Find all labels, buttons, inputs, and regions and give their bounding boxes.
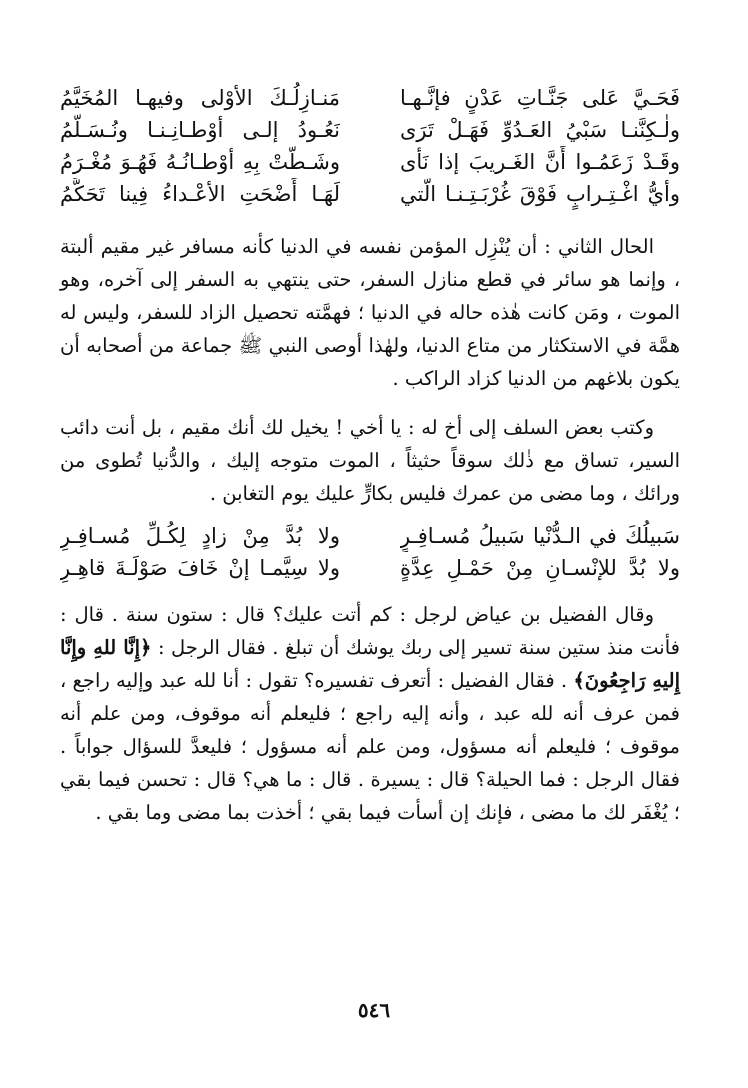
verse-first-hemistich: ولا بُدَّ للإنْسـانِ مِنْ حَمْـلِ عِدَّةٍ (400, 556, 680, 580)
page-body (60, 82, 680, 829)
verse-line (60, 520, 680, 552)
fudayl-text-part-2: . فقال الفضيل : أتعرف تفسيره؟ تقول : أنا لله عبد وإليه راجع ، فمن عرف أنه لله عبد ، وأنه إليه راجع ؛ فليعلم أنه موقوف، ومن علم أنه موقوف ؛ فليعلم أنه مسؤول، ومن علم أنه مسؤول ؛ فليعدَّ للسؤال جواباً . فقال الرجل : فما الحيلة؟ قال : يسيرة . قال : ما هي؟ قال : تحسن فيما بقي ؛ يُغْفَر لك ما مضى ، فإنك إن أسأت فيما بقي ؛ أخذت بما مضى وما بقي . (60, 669, 680, 824)
paragraph-fudayl (60, 598, 680, 829)
verse-second-hemistich: نَعُـودُ إلـى أوْطـانِـنـا ونُـسَـلَّمُ (60, 118, 340, 142)
verse-line (60, 114, 680, 146)
verse-line (60, 178, 680, 210)
poem-middle (60, 520, 680, 584)
verse-first-hemistich: ولٰـكِنَّنـا سَبْيُ العَـدُوِّ فَهَـلْ تَرَى (400, 118, 680, 142)
fudayl-text-part-1: وقال الفضيل بن عياض لرجل : كم أتت عليك؟ قال : ستون سنة . قال : فأنت منذ ستين سنة تسير إلى ربك يوشك أن تبلغ . فقال الرجل : (60, 603, 680, 659)
verse-line (60, 82, 680, 114)
poem-top (60, 82, 680, 210)
verse-second-hemistich: لَهَـا أَضْحَتِ الأعْـداءُ فِينا تَحَكَّمُ (60, 182, 340, 206)
verse-second-hemistich: مَنـازِلُـكَ الأوْلى وفيهـا المُخَيَّمُ (60, 86, 340, 110)
paragraph-second-state: الحال الثاني : أن يُنْزِل المؤمن نفسه في الدنيا كأنه مسافر غير مقيم ألبتة ، وإنما هو سائر في قطع منازل السفر، حتى ينتهي به السفر إلى آخره، وهو الموت ، ومَن كانت هٰذه حاله في الدنيا ؛ فهمَّته تحصيل الزاد للسفر، وليس له همَّة في الاستكثار من متاع الدنيا، ولهٰذا أوصى النبي ﷺ جماعة من أصحابه أن يكون بلاغهم من الدنيا كزاد الراكب . (60, 235, 680, 390)
verse-first-hemistich: وقَـدْ زَعَمُـوا أَنَّ الغَـريبَ إذا نَأى (400, 150, 680, 174)
verse-first-hemistich: فَحَـيَّ عَلى جَنَّـاتِ عَدْنٍ فإنَّـهـا (400, 86, 680, 110)
quran-quote: ﴿إِنَّا للهِ وإِنَّا إِليهِ رَاجِعُونَ﴾ (60, 636, 680, 692)
verse-line (60, 552, 680, 584)
verse-line (60, 146, 680, 178)
verse-first-hemistich: سَبيلُكَ في الـدُّنْيا سَبيلُ مُسـافِـرٍ (400, 524, 680, 548)
verse-second-hemistich: وشَـطَّتْ بِهِ أوْطـانُـهُ فَهُـوَ مُغْـرَمُ (60, 150, 340, 174)
verse-second-hemistich: ولا سِيَّمـا إنْ خَافَ صَوْلَـةَ قاهِـرِ (60, 556, 340, 580)
paragraph-salaf-letter: وكتب بعض السلف إلى أخ له : يا أخي ! يخيل لك أنك مقيم ، بل أنت دائب السير، تساق مع ذٰلك سوقاً حثيثاً ، الموت متوجه إليك ، والدُّنيا تُطوى من ورائك ، وما مضى من عمرك فليس بكارٍّ عليك يوم التغابن . (60, 416, 680, 505)
verse-second-hemistich: ولا بُدَّ مِنْ زادٍ لِكُـلِّ مُسـافِـرِ (60, 524, 340, 548)
verse-first-hemistich: وأيُّ اغْـتِـرابٍ فَوْقَ غُرْبَـتِـنـا الَّتي (400, 182, 680, 206)
page-number: ٥٤٦ (357, 998, 391, 1022)
